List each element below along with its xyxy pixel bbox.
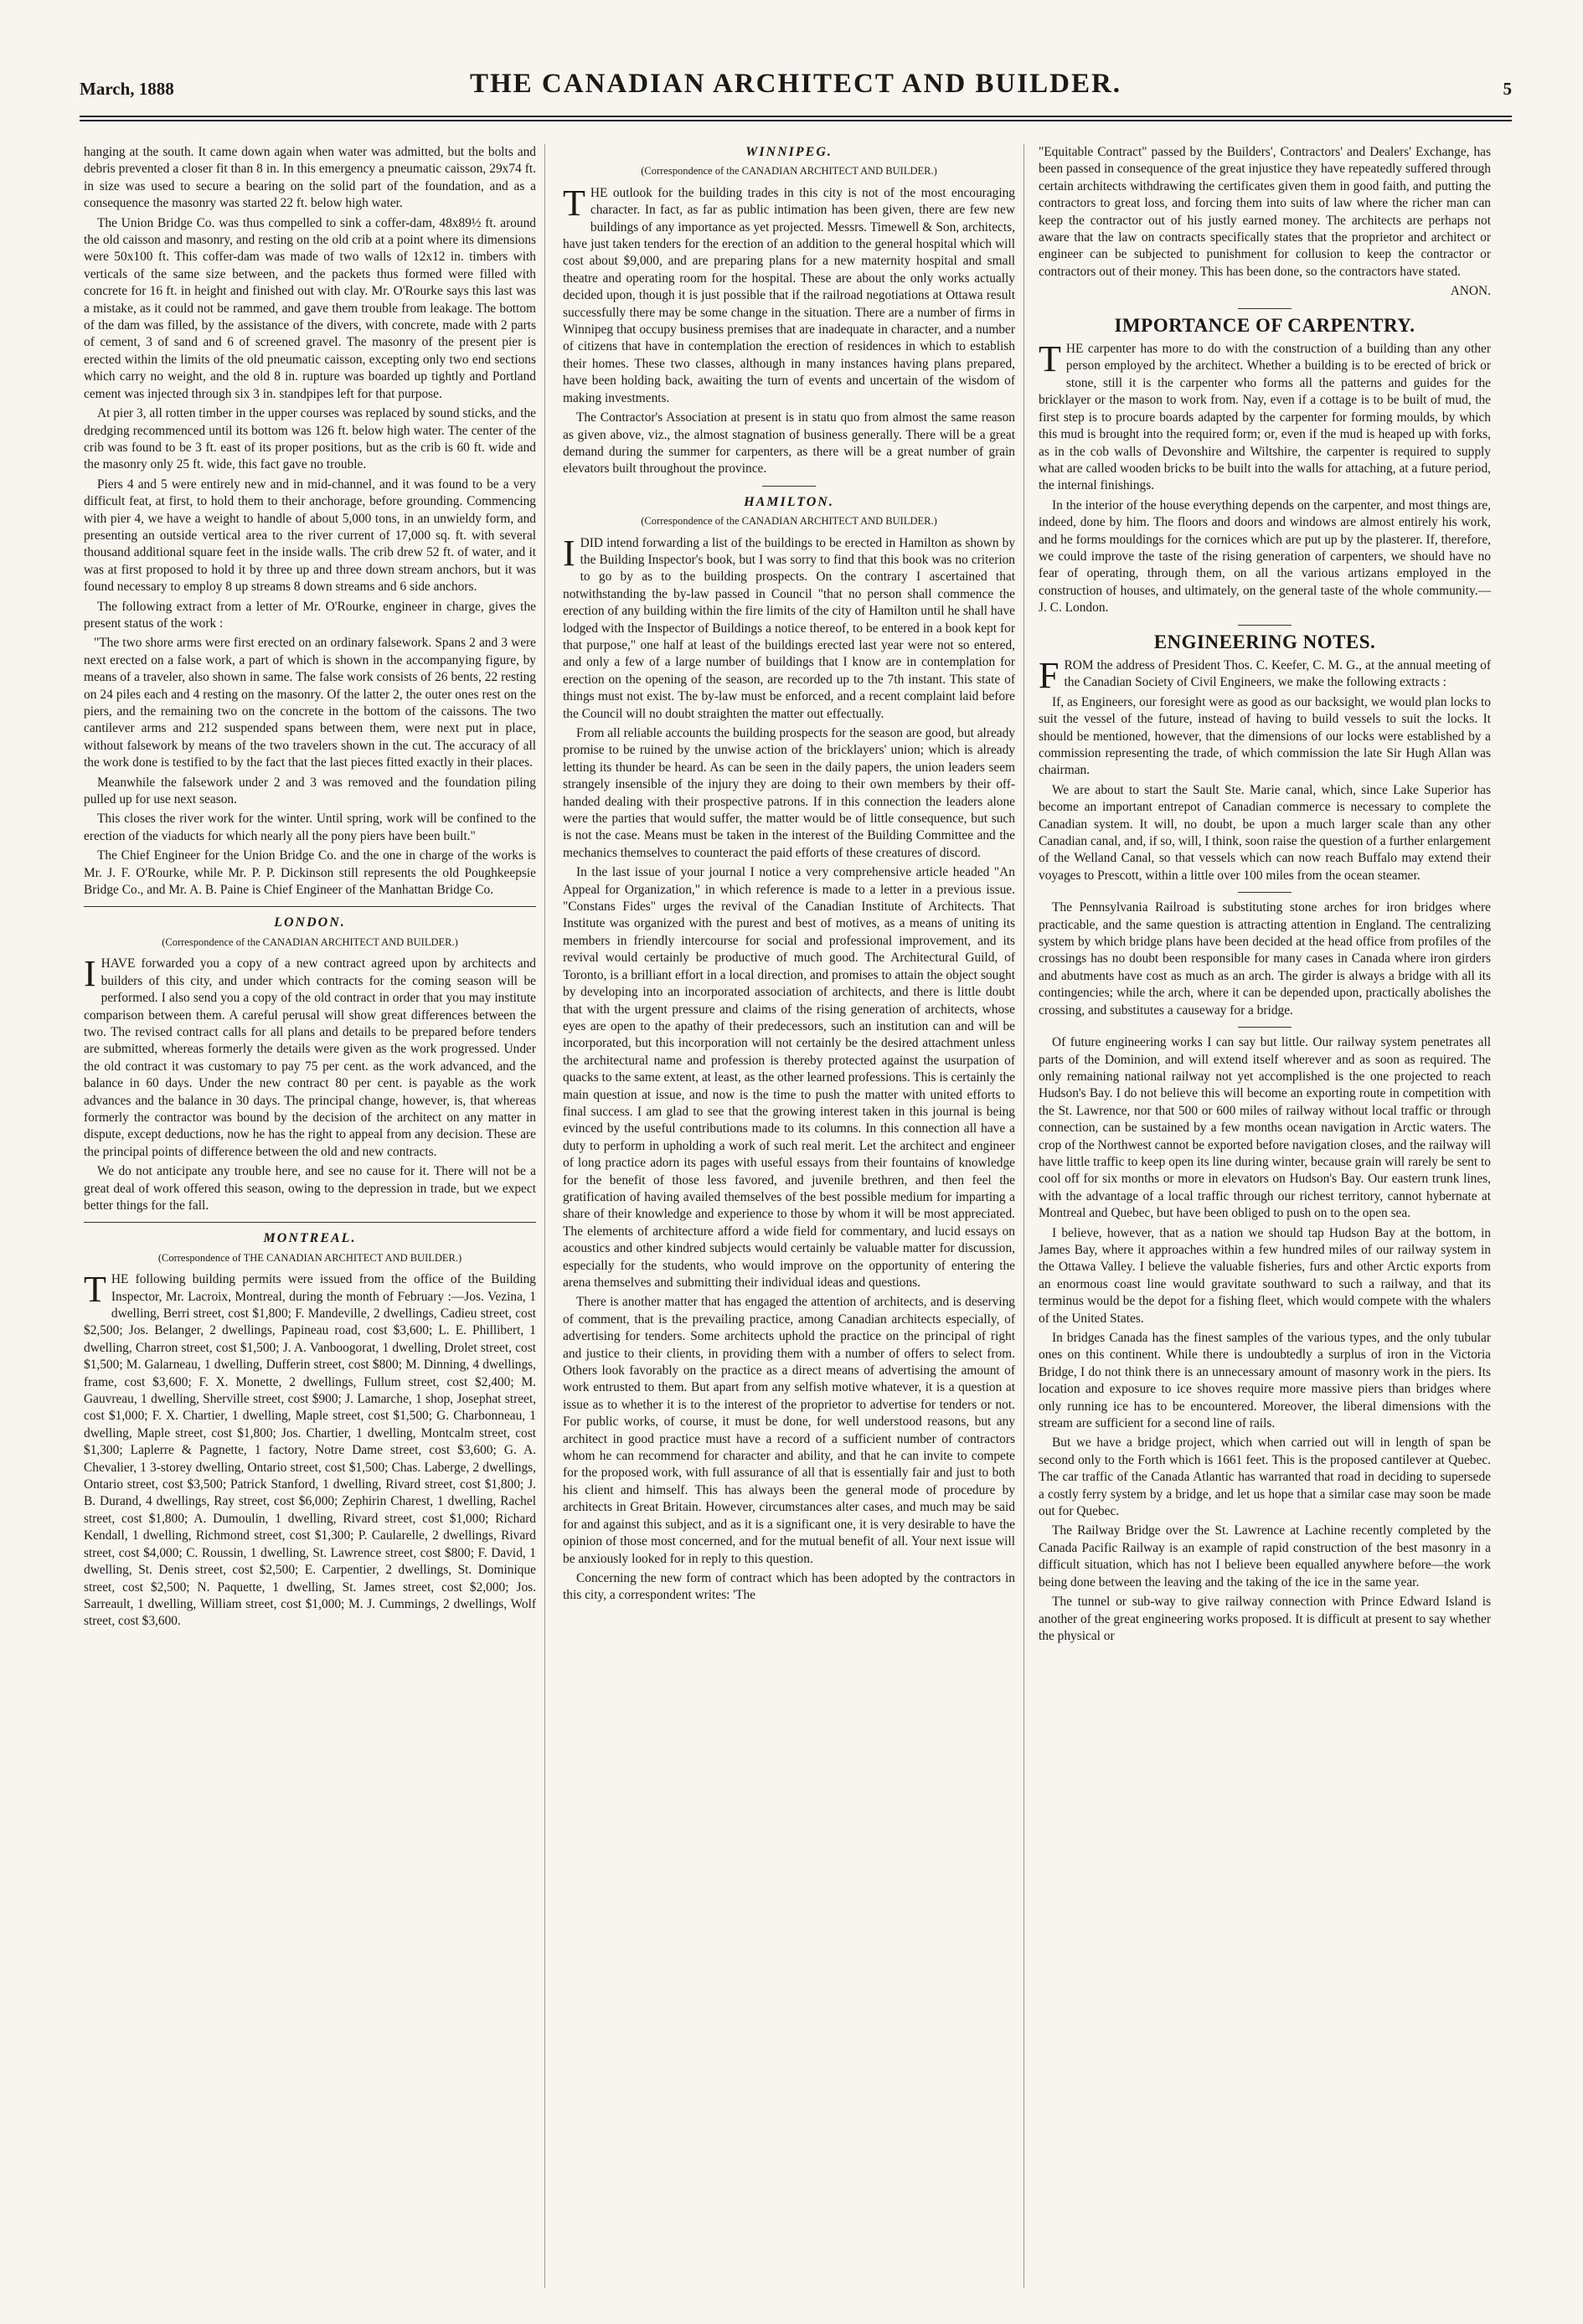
paragraph: In the last issue of your journal I notice a very comprehensive article headed "An Appeal for Organization," in which reference is made to a letter in a previous issue. "Constans Fides" urges the revival of the Canadian Institute of Architects. That Institute was organized with the purest and best of motives, as a means of uniting its members in friendly intercourse for social and professional improvement, and its revival would certainly be productive of much good. The Architectural Guild, of Toronto, is a brilliant effort in a local direction, and promises to attain the object sought by developing into an incorporated association of architects, and there is little doubt that with the urgent pressure and claims of the rising generation of architects, whose eyes are open to the apathy of their predecessors, such an institution can and will be incorporated, but this incorporation will not certainly be the desired attachment unless the architectural name and profession is thereby protected against the usurpation of quacks to the same extent, at least, as the other learned professions. This is certainly the main question at issue, and now is the time to push the matter with united efforts to final success. I am glad to see that the growing interest taken in this journal is being evinced by the useful contributions made to its columns. In this connection all have a duty to perform in upholding a work of such real merit. Let the architect and engineer of long practice adorn its pages with useful essays from their fountains of knowledge for the benefit of those less favored, and juvenile brethren, and then feel the gratification of having availed themselves of the best possible medium for imparting a share of their knowledge and experience to those by whom it will be most appreciated. The elements of architecture afford a wide field for commentary, and lucid essays on acoustics and other kindred subjects would certainly be valuable matter for discussion, especially for the students, who would improve on the opportunity of entering the arena themselves and submitting their individual ideas and questions.: [563, 865, 1015, 1290]
paragraph: HE following building permits were issued from the office of the Building Inspector, Mr. Lacroix, Montreal, during the month of February :—Jos. Vezina, 1 dwelling, Berri street, cost $1,800; F. Mandeville, 2 dwellings, Cadieu street, cost $2,500; Jos. Belanger, 2 dwellings, Papineau road, cost $3,600; L. E. Phillibert, 1 dwelling, Charron street, cost $1,500; J. A. Vanboogorat, 1 dwelling, Drolet street, cost $1,500; M. Galarneau, 1 dwelling, Dufferin street, cost $800; M. Dinning, 4 dwellings, frame, cost $3,600; F. X. Monette, 2 dwellings, Fullum street, cost $2,400; M. Gauvreau, 1 dwelling, Sherville street, cost $900; J. Lamarche, 1 shop, Josephat street, cost $1,000; F. X. Chartier, 1 dwelling, Maple street, cost $1,500; G. Charbonneau, 1 dwelling, Maple street, cost $1,800; Jos. Chartier, 1 dwelling, Montcalm street, cost $1,300; Laplerre & Pagnette, 1 factory, Notre Dame street, cost $3,600; G. A. Chevalier, 1 3-storey dwelling, Ontario street, cost $1,500; Chas. Laberge, 2 dwellings, Ontario street, cost $3,500; Patrick Stanford, 1 dwelling, Rivard street, cost $1,800; J. B. Durand, 4 dwellings, Ray street, cost $6,000; Zephirin Charest, 1 dwelling, Rachel street, cost $1,800; A. Dumoulin, 1 dwelling, Rivard street, cost $1,000; Richard Kendall, 1 dwelling, Richmond street, cost $1,300; P. Caularelle, 2 dwellings, Rivard street, cost $4,000; C. Roussin, 1 dwelling, St. Lawrence street, cost $800; F. David, 1 dwelling, St. Denis street, cost $2,500; E. Carpentier, 2 dwellings, St. Dominique street, cost $2,500; N. Paquette, 1 dwelling, St. James street, cost $2,000; Jos. Sarreault, 1 dwelling, William street, cost $1,000; M. J. Cummings, 2 dwellings, Wolf street, cost $3,600.: [84, 1272, 536, 1629]
paragraph: If, as Engineers, our foresight were as good as our backsight, we would plan locks to suit the vessel of the future, instead of having to build vessels to suit the locks. It should be mentioned, however, that the dimensions of our locks were established by a commission representing the trade, of which commission the late Sir Hugh Allan was chairman.: [1039, 694, 1491, 778]
section-rule: [1238, 892, 1292, 893]
section-place-london: LONDON.: [274, 915, 346, 930]
drop-cap: T: [1039, 338, 1061, 380]
paragraph: DID intend forwarding a list of the buildings to be erected in Hamilton as shown by the Building Inspector's book, but I was sorry to find that this book was no criterion to go by as to the building prospects. On the contrary I ascertained that notwithstanding the by-law passed in Council "that no person shall commence the erection of any building within the fire limits of the city of Hamilton until he shall have lodged with the Inspector of Buildings a notice thereof, to be entered in a book kept for that purpose," one half at least of the buildings erected last year were not so entered, and only a few of a large number of buildings that I know are in contemplation for erection on the opening of the season, are recorded up to the 7th instant. This state of things must not exist. The by-law must be enforced, and a recent complaint laid before the Council will no doubt straighten the matter out effectually.: [563, 535, 1015, 721]
publication-title: THE CANADIAN ARCHITECT AND BUILDER.: [469, 69, 1122, 99]
paragraph: We are about to start the Sault Ste. Marie canal, which, since Lake Superior has become an important entrepot of Canadian commerce is necessary to complete the Canadian system. It will, no doubt, be upon a much larger scale than any other Canadian canal, and, if so, will, I think, soon raise the question of a further enlargement of the Welland Canal, so that vessels which can now reach Buffalo may extend their voyages to Prescott, within a little over 100 miles from the ocean steamer.: [1039, 782, 1491, 883]
section-rule: [1238, 308, 1292, 309]
section-place-montreal: MONTREAL.: [263, 1231, 357, 1246]
column-2: [563, 144, 1015, 2288]
section-rule: [1238, 625, 1292, 626]
masthead-rule-bottom: [80, 120, 1512, 121]
page-number: 5: [1503, 79, 1512, 99]
paragraph: The Union Bridge Co. was thus compelled to sink a coffer-dam, 48x89½ ft. around the old caisson and masonry, and resting on the old crib at a point where its dimensions were 50x100 ft. This coffer-dam was made of two walls of 12x12 in. timbers with verticals of the same size between, and the packets thus formed were filled with concrete for 16 ft. in height and finished out with clay. Mr. O'Rourke says this last was a mistake, as it could not be rammed, and gave them trouble from leakage. The bottom of the dam was filled, by the assistance of the divers, with concrete, made with 2 parts of cement, 3 of sand and 6 of screened gravel. The masonry of the present pier is erected within the limits of the old pneumatic caisson, excepting only two end sections which carry no weight, and the old 8 in. rupture was boarded up tightly and Portland cement was injected through six 3 in. standpipes left for that purpose.: [84, 215, 536, 401]
masthead-rule-top: [80, 116, 1512, 117]
drop-cap: I: [563, 532, 575, 574]
section-place-hamilton: HAMILTON.: [744, 494, 834, 509]
paragraph: The Contractor's Association at present is in statu quo from almost the same reason as given above, viz., the almost stagnation of business generally. There will be a great demand during the summer for carpenters, as there will be a great number of grain elevators built throughout the province.: [563, 410, 1015, 477]
paragraph: The Railway Bridge over the St. Lawrence at Lachine recently completed by the Canada Pacific Railway is an example of rapid construction of the best masonry in a difficult situation, which has not I believe been equalled anywhere before—the work being done between the leaving and the taking of the ice in the same year.: [1039, 1523, 1491, 1590]
correspondence-line: (Correspondence of THE CANADIAN ARCHITECT AND BUILDER.): [157, 1251, 462, 1264]
drop-cap: T: [563, 182, 585, 224]
section-rule: [762, 486, 816, 487]
signature: ANON.: [1450, 284, 1491, 299]
masthead: [80, 69, 1512, 106]
paragraph: HE outlook for the building trades in this city is not of the most encouraging character. In fact, as far as public intimation has been given, there are few new buildings of any importance as yet projected. Messrs. Timewell & Son, architects, have just taken tenders for the erection of an addition to the general hospital which will cost about $9,000, and are preparing plans for a new maternity hospital and small theatre and operating room for the hospital. These are about the only works actually decided upon, though it is just possible that if the railroad negotiations at Ottawa result successfully there may be some change in the situation. There are a number of firms in Winnipeg that occupy business premises that are inadequate in character, and a number of citizens that have in contemplation the erection of residences in which to establish their homes. These two classes, although in many instances having plans prepared, have been holding back, awaiting the turn of events and uncertain of the wisdom of making investments.: [563, 185, 1015, 405]
paragraph: Meanwhile the falsework under 2 and 3 was removed and the foundation piling pulled up for use next season.: [84, 775, 536, 807]
paragraph: At pier 3, all rotten timber in the upper courses was replaced by sound sticks, and the dredging recommenced until its bottom was 126 ft. below high water. The center of the crib was found to be 3 ft. east of its proper positions, but as the crib is 60 ft. wide and the masonry only 25 ft. wide, this fact gave no trouble.: [84, 406, 536, 472]
paragraph: There is another matter that has engaged the attention of architects, and is deserving of comment, that is the prevailing practice, among Canadian architects especially, of advertising for tenders. Some architects uphold the practice on the principal of right and justice to their clients, in providing them with a number of offers to select from. Others look favorably on the practice as a direct means of advertising the amount of work entrusted to them. But apart from any selfish motive whatever, it is a question at issue as to whether it is to the interest of the proprietor to advertise for tenders or not. For public works, of course, it must be done, for well understood reasons, but any architect in good practice must have a record of a sufficient number of contractors whom he can recommend for character and ability, and that he can invite to compete for the proposed work, with full assurance of all that is essentially fair and just to both his client and himself. This has always been the general mode of procedure by architects in Great Britain. However, circumstances alter cases, and much may be said for and against this subject, and as it is a significant one, it is very desirable to have the opinion of those most concerned, and for the mutual benefit of all. Your next issue will be anxiously looked for in reply to this question.: [563, 1295, 1015, 1566]
paragraph: Concerning the new form of contract which has been adopted by the contractors in this city, a correspondent writes: 'The: [563, 1570, 1015, 1603]
paragraph: Of future engineering works I can say but little. Our railway system penetrates all parts of the Dominion, and will extend itself wherever and as soon as required. The only remaining national railway not yet accomplished is the one projected to reach Hudson's Bay. I do not believe this will become an exporting route in competition with the St. Lawrence, nor that 500 or 600 miles of railway without local traffic or through connection, can be sustained by a few months ocean navigation in Arctic waters. The crop of the Northwest cannot be exported before navigation closes, and the railway will have little traffic to keep open its line during winter, because grain will rarely be sent to cool off for six months or more in elevators on Hudson's Bay. Our eastern trunk lines, with the advantage of a local traffic through our richest territory, cannot hybernate at Montreal and Quebec, but have been obliged to push on to the open sea.: [1039, 1035, 1491, 1221]
paragraph: In bridges Canada has the finest samples of the various types, and the only tubular ones on this continent. While there is undoubtedly a surplus of iron in the Victoria Bridge, I do not think there is an unnecessary amount of masonry work in the piers. Its location and exposure to ice shoves require more massive piers than bridges where only running ice has to be encountered. Moreover, the liberal dimensions with the stream are sufficient for a second line of rails.: [1039, 1331, 1491, 1431]
section-rule: [84, 906, 536, 907]
section-place-winnipeg: WINNIPEG.: [745, 145, 833, 159]
paragraph: HAVE forwarded you a copy of a new contract agreed upon by architects and builders of this city, and under which contracts for the coming season will be performed. I also send you a copy of the old contract in order that you may institute comparison between them. A careful perusal will show great differences between the two. The revised contract calls for all plans and details to be prepared before tenders are submitted, whereas formerly the details were given as the work progressed. Under the old contract it was customary to pay 75 per cent. as the work advanced, and the balance in 60 days. Under the new contract 80 per cent. is payable as the work advances and the balance in 30 days. The principal change, however, is, that whereas formerly the contractor was bound by the decision of the architect on any matter in dispute, except deductions, now he has the right to appeal from any decision. These are the principal points of difference between the old and new contracts.: [84, 956, 536, 1159]
paragraph: We do not anticipate any trouble here, and see no cause for it. There will not be a great deal of work offered this season, owing to the depression in trade, but we expect better things for the fall.: [84, 1164, 536, 1213]
paragraph: hanging at the south. It came down again when water was admitted, but the bolts and debris prevented a closer fit than 8 in. In this emergency a pneumatic caisson, 29x74 ft. in size was used to secure a bearing on the solid part of the foundation, and as a consequence the masonry was started 22 ft. below high water.: [84, 145, 536, 211]
paragraph: The Pennsylvania Railroad is substituting stone arches for iron bridges where practicable, and the same question is attracting attention in England. The centralizing system by which bridge plans have been decided at the head office from profiles of the crossings has no doubt been responsible for many cases in Canada where iron girders and abutments have cost as much as an arch. The girder is always a bridge with all its contingencies; while the arch, where it can be depended upon, practically abolishes the crossing, and substitutes a causeway for a bridge.: [1039, 900, 1491, 1018]
column-3: [1039, 144, 1491, 2284]
paragraph: The tunnel or sub-way to give railway connection with Prince Edward Island is another of the great engineering works proposed. It is difficult at present to say whether the physical or: [1039, 1595, 1491, 1643]
correspondence-line: (Correspondence of the CANADIAN ARCHITECT AND BUILDER.): [641, 165, 937, 178]
heading-engineering-notes: ENGINEERING NOTES.: [1153, 631, 1376, 652]
drop-cap: I: [84, 953, 96, 995]
column-divider-1: [544, 144, 545, 2288]
paragraph: Piers 4 and 5 were entirely new and in mid-channel, and it was found to be a very difficult feat, at first, to hold them to their anchorage, before grounding. Commencing with pier 4, we have a weight to handle of about 5,000 tons, in an unwieldy form, and presenting an outside vertical area to the river current of 17,000 sq. ft. with several thousand additional square feet in the inside walls. The crib drew 52 ft. of water, and it was at first proposed to hold it by three up and three down stream anchors, but it was found necessary to employ 8 up streams 8 down streams and 6 side anchors.: [84, 477, 536, 595]
paragraph: This closes the river work for the winter. Until spring, work will be confined to the erection of the viaducts for which nearly all the pony piers have been built.": [84, 812, 536, 843]
paragraph: From all reliable accounts the building prospects for the season are good, but already promise to be ruined by the unwise action of the bricklayers' union; which is already letting its thunder be heard. As can be seen in the daily papers, the union leaders seem strangely insensible of the injury they are doing to their own members by their off-handed dealing with their prospective patrons. If in this connection the leaders alone were the parties that would suffer, the matter would be of little consequence, but such is not the case. Means must be taken in the interest of the Building Committee and the mechanics themselves to counteract the paid efforts of these creatures of discord.: [563, 726, 1015, 860]
section-rule: [84, 1222, 536, 1223]
paragraph: I believe, however, that as a nation we should tap Hudson Bay at the bottom, in James Bay, where it approaches within a few hundred miles of our railway system in the Ottawa Valley. I believe the valuable fisheries, furs and other Arctic exports from an enormous coast line would gravitate southward to such a railway, and that its terminus would be the depot for a fishing fleet, which would compete with the whalers of the United States.: [1039, 1225, 1491, 1326]
column-1: [84, 144, 536, 2284]
section-rule: [1238, 1027, 1292, 1028]
paragraph: The Chief Engineer for the Union Bridge Co. and the one in charge of the works is Mr. J. F. O'Rourke, while Mr. P. P. Dickinson still represents the old Poughkeepsie Bridge Co., and Mr. A. B. Paine is Chief Engineer of the Manhattan Bridge Co.: [84, 848, 536, 898]
paragraph: "Equitable Contract" passed by the Builders', Contractors' and Dealers' Exchange, has been passed in consequence of the great injustice they have repeatedly suffered through certain architects withdrawing the certificates given them in good faith, and putting the contractors to great loss, and forcing them into suits of law where the richer man can keep the contractor out of his justly earned money. The architects are perhaps not aware that the law on contracts specifically states that the proprietor and architect or engineer can be subjected to punishment for collusion to keep the contractor or contractors out of their money. This has been done, so the contractors have stated.: [1039, 145, 1491, 279]
correspondence-line: (Correspondence of the CANADIAN ARCHITECT AND BUILDER.): [641, 515, 937, 528]
drop-cap: T: [84, 1269, 106, 1311]
paragraph: ROM the address of President Thos. C. Keefer, C. M. G., at the annual meeting of the Canadian Society of Civil Engineers, we make the following extracts :: [1064, 657, 1491, 690]
correspondence-line: (Correspondence of the CANADIAN ARCHITECT AND BUILDER.): [162, 935, 458, 948]
paragraph: But we have a bridge project, which when carried out will in length of span be second only to the Forth which is 1661 feet. This is the proposed cantilever at Quebec. The car traffic of the Canada Atlantic has warranted that road in deciding to supersede a costly ferry system by a bridge, and let us hope that a similar case may soon be made out for Quebec.: [1039, 1435, 1491, 1519]
paragraph: HE carpenter has more to do with the construction of a building than any other person employed by the architect. Whether a building is to be erected of brick or stone, still it is the carpenter who forms all the patterns and guides for the bricklayer or the mason to work from. Nay, even if a cottage is to be built of mud, the first step is to procure boards adapted by the carpenter for forming moulds, by which this mud is brought into the required form; or, even if the mud is heaped up with forks, as in the cob walls of Devonshire and Wiltshire, the carpenter is required to supply what are called wooden bricks to be built into the walls for attaching, at a future period, the internal finishings.: [1039, 342, 1491, 493]
paragraph: The following extract from a letter of Mr. O'Rourke, engineer in charge, gives the present status of the work :: [84, 599, 536, 631]
heading-carpentry: IMPORTANCE OF CARPENTRY.: [1114, 314, 1415, 336]
paragraph: In the interior of the house everything depends on the carpenter, and most things are, indeed, done by him. The floors and doors and windows are almost entirely his work, and he forms mouldings for the cornices which are put up by the plasterer. If, therefore, we could improve the taste of the rising generation of carpenters, we should have no fear of operating, through them, on all the various artizans employed in the construction of houses, and ultimately, on the general taste of the whole community.—J. C. London.: [1039, 497, 1491, 616]
issue-date: March, 1888: [80, 79, 174, 99]
quoted-paragraph: "The two shore arms were first erected on an ordinary falsework. Spans 2 and 3 were next erected on a false work, a part of which is shown in the accompanying figure, by means of a traveler, also shown in same. The false work consists of 26 bents, 22 resting on 24 piles each and 4 resting on the masonry. Of the latter 2, the outer ones rest on the piers, and the remaining two on the concrete in the bottom of the caissons. The two cantilever arms and 212 suspended spans between them, were next put in place, without falsework by means of the two travelers shown in the cut. The accuracy of all the work done is testified to by the fact that the last pieces fitted exactly in their places.: [84, 636, 536, 770]
drop-cap: F: [1039, 654, 1060, 696]
